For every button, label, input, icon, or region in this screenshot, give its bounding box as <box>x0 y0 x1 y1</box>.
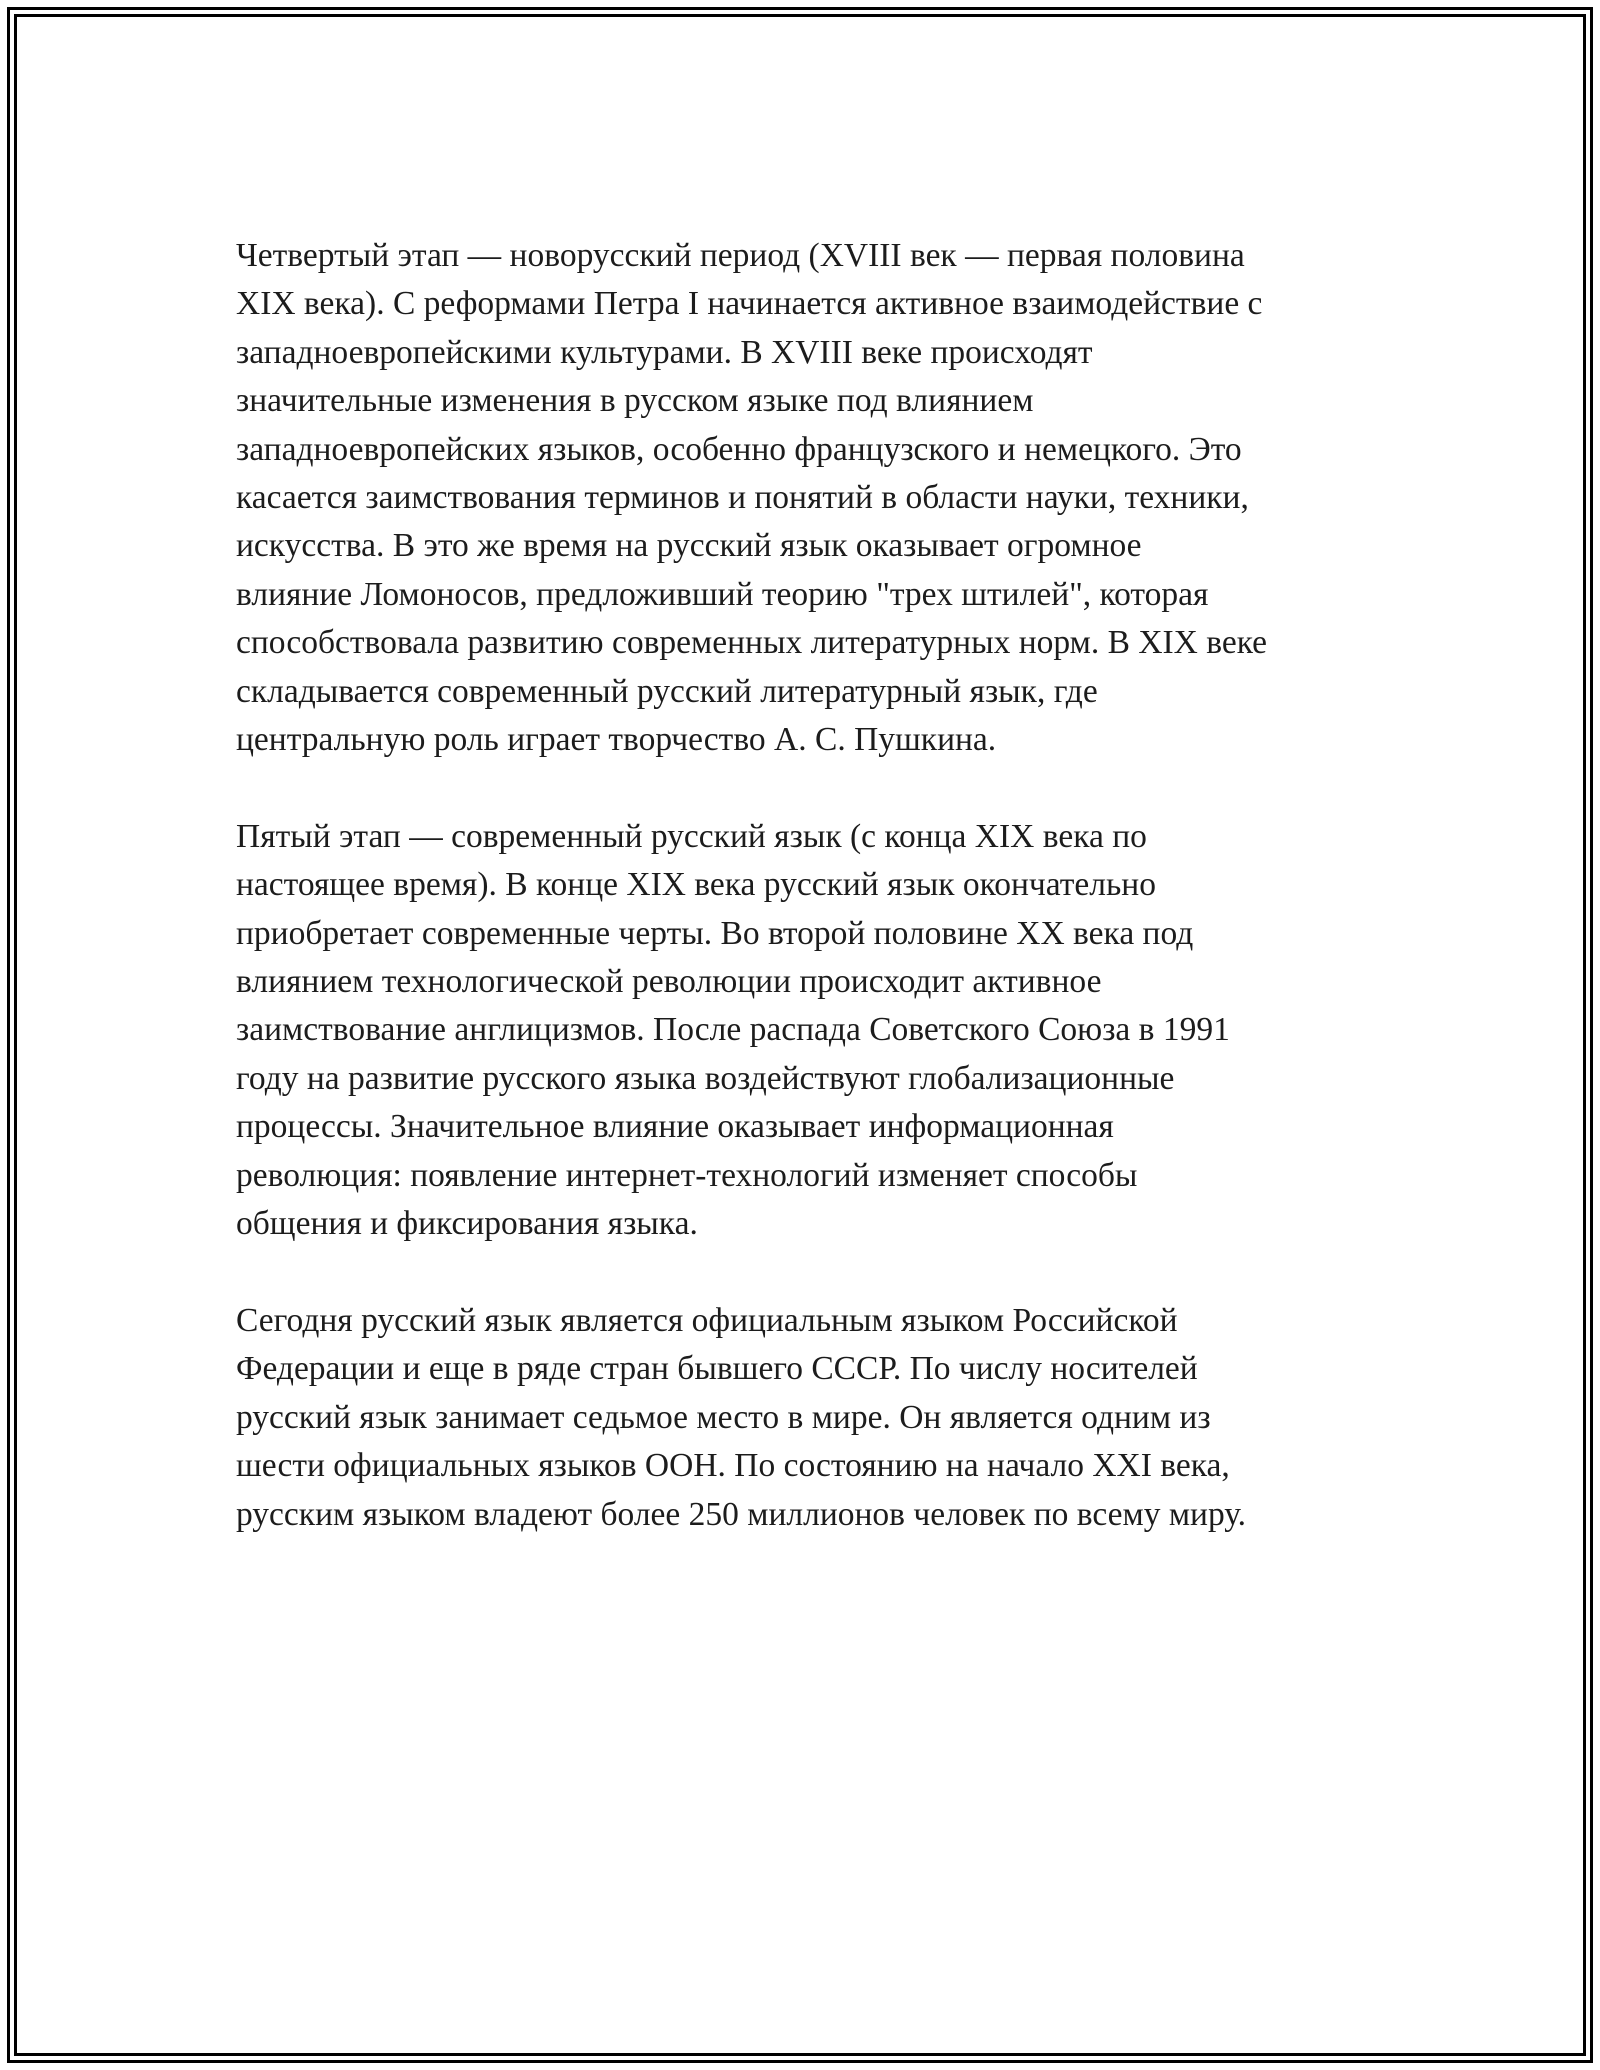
text-line: Пятый этап — современный русский язык (с конца XIX века по <box>236 817 1147 855</box>
paragraph-today <box>236 1297 1376 1539</box>
text-line: западноевропейскими культурами. В XVIII веке происходят <box>236 333 1093 371</box>
paragraph-fourth-stage <box>236 232 1376 764</box>
text-line: году на развитие русского языка воздействуют глобализационные <box>236 1059 1175 1097</box>
text-line: складывается современный русский литературный язык, где <box>236 672 1098 710</box>
text-line: касается заимствования терминов и понятий в области науки, техники, <box>236 479 1249 517</box>
text-line: влиянием технологической революции происходит активное <box>236 963 1102 1001</box>
text-line: значительные изменения в русском языке под влиянием <box>236 382 1034 420</box>
text-line: Федерации и еще в ряде стран бывшего СССР. По числу носителей <box>236 1350 1198 1388</box>
text-line: искусства. В это же время на русский язык оказывает огромное <box>236 527 1142 565</box>
text-line: центральную роль играет творчество А. С. Пушкина. <box>236 721 997 759</box>
text-line: Сегодня русский язык является официальным языком Российской <box>236 1301 1178 1339</box>
text-line: революция: появление интернет-технологий изменяет способы <box>236 1156 1138 1194</box>
text-line: процессы. Значительное влияние оказывает информационная <box>236 1108 1114 1146</box>
text-line: шести официальных языков ООН. По состоянию на начало XXI века, <box>236 1447 1230 1485</box>
text-line: Четвертый этап — новорусский период (XVIII век — первая половина <box>236 237 1245 274</box>
text-line: влияние Ломоносов, предложивший теорию "трех штилей", которая <box>236 575 1209 613</box>
text-line: западноевропейских языков, особенно французского и немецкого. Это <box>236 430 1242 468</box>
paragraph-fifth-stage <box>236 813 1376 1249</box>
text-line: способствовала развитию современных литературных норм. В XIX веке <box>236 624 1268 662</box>
text-line: заимствование англицизмов. После распада Советского Союза в 1991 <box>236 1011 1230 1049</box>
text-line: русским языком владеют более 250 миллионов человек по всему миру. <box>236 1495 1247 1533</box>
text-line: русский язык занимает седьмое место в мире. Он является одним из <box>236 1398 1211 1436</box>
document-body <box>236 232 1376 1587</box>
text-line: общения и фиксирования языка. <box>236 1205 698 1243</box>
text-line: настоящее время). В конце XIX века русский язык окончательно <box>236 866 1156 904</box>
text-line: приобретает современные черты. Во второй половине XX века под <box>236 914 1194 952</box>
text-line: XIX века). С реформами Петра I начинается активное взаимодействие с <box>236 285 1263 323</box>
